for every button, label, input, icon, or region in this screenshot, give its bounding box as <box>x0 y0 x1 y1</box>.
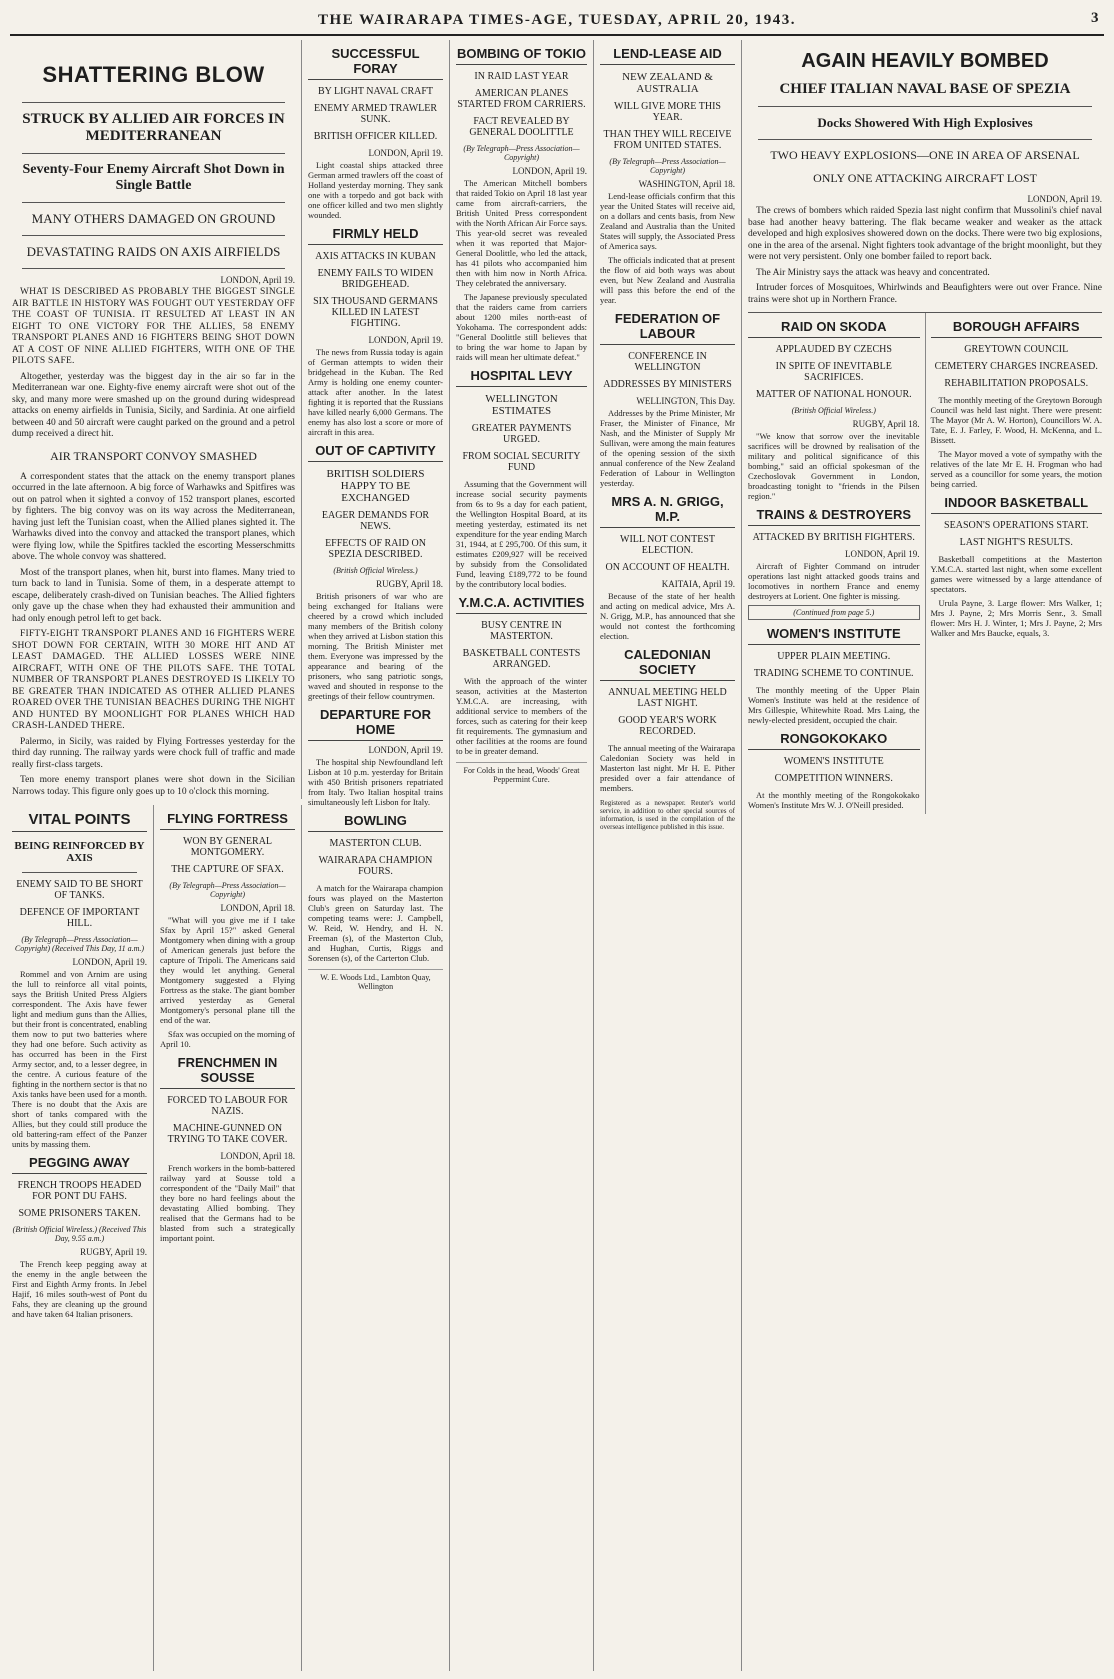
lead-paragraph: WHAT IS DESCRIBED AS PROBABLY THE BIGGEST SINGLE AIR BATTLE IN HISTORY WAS FOUGHT OUT YESTERDAY OFF THE COAST OF TUNISIA. IT RESULTED AT LEAST IN AN EIGHT TO ONE VICTORY FOR THE ALLIES, 58 ENEMY TRANSPORT PLANES AND 16 FIGHTERS BEING SHOT DOWN AT A COST OF NINE ALLIED FIGHTERS, WITH ONE OF THE PILOTS SAFE. <box>12 287 295 366</box>
article-paragraph: The French keep pegging away at the enemy in the angle between the First and Eighth Army fronts. In Jebel Hajif, 16 miles south-west of Pont du Fahs, they are cleaning up the ground and have taken 64 Italian prisoners. <box>12 1259 147 1319</box>
article-title: FEDERATION OF LABOUR <box>600 311 735 345</box>
article-title: FLYING FORTRESS <box>160 811 295 830</box>
article-subhead: MASTERTON CLUB. <box>329 838 422 849</box>
dateline: LONDON, April 19. <box>845 549 920 559</box>
article-paragraph: "We know that sorrow over the inevitable sacrifices will be drowned by realisation of the military and political significance of this bombing," said an official spokesman of the Czechoslovak Government in London, broadcasting tonight to "friends in the Pilsen region." <box>748 431 920 501</box>
article-subhead: EFFECTS OF RAID ON SPEZIA DESCRIBED. <box>325 538 426 560</box>
credit-line: (By Telegraph—Press Association—Copyright) <box>463 144 580 162</box>
article-subhead: ENEMY ARMED TRAWLER SUNK. <box>313 103 438 125</box>
article-paragraph: Rommel and von Arnim are using the lull to reinforce all vital points, says the British United Press Algiers correspondent. The Axis have fewer light and medium guns than the Allies, but their front is concentrated, enabling them now to put two batteries where they had one before. Such activity as has occurred has been in the First Army sector, and, to a lesser degree, in the centre. A curious feature of the fighting in the northern sector is that no Axis tanks have been used for a month. There is no doubt that the Axis are short of tanks compared with the Allies, but they could still produce the old battering-ram effect of the Panzer units by massing them. <box>12 969 147 1149</box>
article-subhead: LAST NIGHT'S RESULTS. <box>959 537 1073 548</box>
article-subhead: IN SPITE OF INEVITABLE SACRIFICES. <box>775 361 892 383</box>
article-subhead: ANNUAL MEETING HELD LAST NIGHT. <box>608 687 727 709</box>
article-title: BOMBING OF TOKIO <box>456 46 587 65</box>
dateline: LONDON, April 19. <box>220 275 295 285</box>
article-paragraph: FIFTY-EIGHT TRANSPORT PLANES AND 16 FIGHTERS WERE SHOT DOWN FOR CERTAIN, WITH 30 MORE HIT AND AT LEAST DAMAGED. THE ALLIED LOSSES WERE NINE AIRCRAFT, WITH ONE OF THE PILOTS SAFE. THE TOTAL NUMBER OF TRANSPORT PLANES DESTROYED IS LIKELY TO BE GREATER THAN INDICATED AS OTHER ALLIED PLANES ROARED OVER THE TUNISIAN BEACHES DURING THE NIGHT AND HUNTED BY MOONLIGHT FOR PLANES WHICH HAD CRASH-LANDED THERE. <box>12 629 295 731</box>
article-subhead: FRENCH TROOPS HEADED FOR PONT DU FAHS. <box>17 1180 142 1202</box>
article-subhead: MATTER OF NATIONAL HONOUR. <box>755 389 912 400</box>
article-subhead: BY LIGHT NAVAL CRAFT <box>317 86 434 97</box>
article-paragraph: With the approach of the winter season, activities at the Masterton Y.M.C.A. are increasing, with additional service to members of the forces, such as catering for their keep fit requirements. The gymnasium and other facilities at the rooms are found to be in greater demand. <box>456 676 587 756</box>
article-subhead: UPPER PLAIN MEETING. <box>777 651 891 662</box>
lead-subhead-3: MANY OTHERS DAMAGED ON GROUND <box>31 211 276 226</box>
dateline: RUGBY, April 18. <box>852 419 920 429</box>
article-paragraph: Palermo, in Sicily, was raided by Flying Fortresses yesterday for the third day running. The railway yards were chock full of traffic and made really first-class targets. <box>12 736 295 770</box>
article-subhead: FORCED TO LABOUR FOR NAZIS. <box>167 1095 288 1117</box>
article-paragraph: Lend-lease officials confirm that this year the United States will receive aid, on a dollars and cents basis, from New Zealand and Australia than the United States will supply, the Associated Press of America says. <box>600 191 735 251</box>
divider <box>758 106 1092 107</box>
flying-fortress-column <box>154 805 302 1671</box>
article-title: FIRMLY HELD <box>308 226 443 245</box>
article-subhead: SEASON'S OPERATIONS START. <box>944 520 1089 531</box>
article-subhead: FACT REVEALED BY GENERAL DOOLITTLE <box>469 116 574 138</box>
article-subhead: GOOD YEAR'S WORK RECORDED. <box>618 715 717 737</box>
article-subhead: THAN THEY WILL RECEIVE FROM UNITED STATES. <box>603 129 732 151</box>
article-subhead: BEING REINFORCED BY AXIS <box>14 840 145 864</box>
article-paragraph: The officials indicated that at present the flow of aid both ways was about even, but New Zealand and Australia will pass this before the end of the year. <box>600 255 735 305</box>
article-subhead: GREATER PAYMENTS URGED. <box>471 423 572 445</box>
article-title: BOROUGH AFFAIRS <box>931 319 1103 338</box>
article-paragraph: A match for the Wairarapa champion fours was played on the Masterton Club's green on Saturday last. The competing teams were: J. Campbell, W. Reid, W. Hendry, and H. N. Freeman (s), of the Masterton Club, and Hughan, Curtis, Riggs and Sorensen (s), of the Carterton Club. <box>308 883 443 963</box>
vital-points-column <box>6 805 154 1671</box>
article-title: BOWLING <box>308 813 443 832</box>
article-paragraph: The Mayor moved a vote of sympathy with the relatives of the late Mr E. H. Frogman who had served as a councillor for some years, the motion being carried. <box>930 449 1102 489</box>
column-5 <box>742 40 1108 1671</box>
article-title: WOMEN'S INSTITUTE <box>748 626 920 645</box>
article-paragraph: Most of the transport planes, when hit, burst into flames. Many tried to turn back to land in Tunisia. Some of them, in a desperate attempt to escape, deliberately crash-dived on Tunisian beaches. The Allied fighters only gave up the chase when they had exhausted their ammunition and had only enough petrol left to get back. <box>12 567 295 624</box>
column-4 <box>594 40 742 1671</box>
article-subhead: BUSY CENTRE IN MASTERTON. <box>481 620 562 642</box>
article-title: DEPARTURE FOR HOME <box>308 707 443 741</box>
credit-line: (British Official Wireless.) <box>333 566 418 575</box>
article-subhead: ATTACKED BY BRITISH FIGHTERS. <box>752 532 915 543</box>
publisher-note: Registered as a newspaper. Reuter's world service, in addition to other special sources of information, is used in the compilation of the overseas intelligence published in this issue. <box>600 799 735 831</box>
article-title: SUCCESSFUL FORAY <box>308 46 443 80</box>
credit-line: (British Official Wireless.) (Received This Day, 9.55 a.m.) <box>12 1225 147 1243</box>
article-subhead: ENEMY SAID TO BE SHORT OF TANKS. <box>16 879 143 901</box>
lead-headline: SHATTERING BLOW <box>42 62 265 87</box>
article-title: INDOOR BASKETBALL <box>931 495 1103 514</box>
article-title: MRS A. N. GRIGG, M.P. <box>600 494 735 528</box>
dateline: LONDON, April 19. <box>72 957 147 967</box>
article-paragraph: The crews of bombers which raided Spezia last night confirm that Mussolini's chief naval base had another heavy battering. The flak became weaker and weaker as the attack developed and high explosives showered down on the docks. There were two big explosions, one in the area of the arsenal. Night fighters took advantage of the bright moonlight, but they were not very persistent. Only one bomber failed to report back. <box>748 206 1102 262</box>
section-subhead: AIR TRANSPORT CONVOY SMASHED <box>50 448 257 463</box>
article-subhead: BRITISH SOLDIERS HAPPY TO BE EXCHANGED <box>326 468 425 504</box>
masthead-title: THE WAIRARAPA TIMES-AGE, TUESDAY, APRIL 20, 1943. <box>317 11 797 28</box>
article-paragraph: The annual meeting of the Wairarapa Caledonian Society was held in Masterton last night. Mr H. E. Pither presided over a fair attendance of members. <box>600 743 735 793</box>
article-subhead: ADDRESSES BY MINISTERS <box>603 379 732 390</box>
continued-note: (Continued from page 5.) <box>748 605 920 620</box>
divider <box>22 102 285 103</box>
article-title: TRAINS & DESTROYERS <box>748 507 920 526</box>
article-title: CALEDONIAN SOCIETY <box>600 647 735 681</box>
spezia-subhead-3: TWO HEAVY EXPLOSIONS—ONE IN AREA OF ARSENAL <box>770 148 1080 162</box>
article-title: OUT OF CAPTIVITY <box>308 443 443 462</box>
article-paragraph: Basketball competitions at the Masterton Y.M.C.A. started last night, when some excellent games were witnessed by a large attendance of spectators. <box>930 554 1102 594</box>
article-subhead: NEW ZEALAND & AUSTRALIA <box>622 71 713 95</box>
lead-subhead-4: DEVASTATING RAIDS ON AXIS AIRFIELDS <box>26 244 281 259</box>
article-subhead: WILL NOT CONTEST ELECTION. <box>620 534 715 556</box>
article-title: VITAL POINTS <box>12 811 147 832</box>
divider <box>22 235 285 236</box>
article-paragraph: The news from Russia today is again of German attempts to widen their bridgehead in the Kuban. The Red Army is holding one enemy counter-attack after another. In the latest fighting it is reported that the Russians have killed nearly 6,000 Germans. The enemy has also lost a score or more of aircraft in this area. <box>308 347 443 437</box>
advertisement: W. E. Woods Ltd., Lambton Quay, Wellington <box>308 969 443 991</box>
article-paragraph: Light coastal ships attacked three German armed trawlers off the coast of Holland yesterday morning. They sank one with a torpedo and got back with one officer killed and two men slightly wounded. <box>308 160 443 220</box>
article-subhead: WELLINGTON ESTIMATES <box>485 393 558 417</box>
article-paragraph: Sfax was occupied on the morning of April 10. <box>160 1029 295 1049</box>
dateline: WELLINGTON, This Day. <box>636 396 735 406</box>
article-subhead: SIX THOUSAND GERMANS KILLED IN LATEST FIGHTING. <box>313 296 438 329</box>
column-5-lower <box>748 312 1102 814</box>
article-paragraph: The Japanese previously speculated that the raiders came from carriers about 1200 miles north-east of Yokohama. The correspondent adds: "General Doolittle still believes that to bring the war home to Japan by raids will mean her ultimate defeat." <box>456 292 587 362</box>
spezia-subhead-2: Docks Showered With High Explosives <box>817 115 1033 130</box>
article-subhead: FROM SOCIAL SECURITY FUND <box>462 451 581 473</box>
article-subhead: AMERICAN PLANES STARTED FROM CARRIERS. <box>457 88 586 110</box>
article-paragraph: The Air Ministry says the attack was heavy and concentrated. <box>756 267 990 278</box>
article-subhead: AXIS ATTACKS IN KUBAN <box>315 251 436 262</box>
dateline: WASHINGTON, April 18. <box>638 179 735 189</box>
lead-story-column <box>6 40 302 799</box>
article-subhead: WOMEN'S INSTITUTE <box>783 756 884 767</box>
article-paragraph: Ten more enemy transport planes were shot down in the Sicilian Narrows today. This figure only goes up to 10 o'clock this morning. <box>12 775 295 797</box>
credit-line: (By Telegraph—Press Association—Copyright) <box>169 881 286 899</box>
dateline: LONDON, April 19. <box>1027 194 1102 204</box>
article-paragraph: Because of the state of her health and acting on medical advice, Mrs A. N. Grigg, M.P., has announced that she would not contest the forthcoming election. <box>600 591 735 641</box>
article-subhead: ENEMY FAILS TO WIDEN BRIDGEHEAD. <box>317 268 434 290</box>
article-subhead: EAGER DEMANDS FOR NEWS. <box>321 510 430 532</box>
article-subhead: MACHINE-GUNNED ON TRYING TO TAKE COVER. <box>167 1123 288 1145</box>
article-paragraph: Aircraft of Fighter Command on intruder operations last night attacked goods trains and locomotives in northern France and enemy destroyers at Lorient. One fighter is missing. <box>748 561 920 601</box>
credit-line: (British Official Wireless.) <box>791 406 876 415</box>
article-paragraph: Intruder forces of Mosquitoes, Whirlwinds and Beaufighters were out over France. Nine trains were shot up in Northern France. <box>748 283 1102 305</box>
dateline: LONDON, April 19. <box>368 335 443 345</box>
article-paragraph: The American Mitchell bombers that raided Tokio on April 18 last year came from aircraft-carriers, the British United Press correspondent with the North African Air Force says. This year-old secret was revealed when it was reported that Major-General Doolittle, who led the attack, has 41 pilots who accompanied him then with him now in North Africa. They celebrated the anniversary. <box>456 178 587 288</box>
article-title: RAID ON SKODA <box>748 319 920 338</box>
dateline: LONDON, April 18. <box>220 1151 295 1161</box>
masthead <box>10 6 1104 36</box>
column-3 <box>450 40 594 1671</box>
spezia-subhead: CHIEF ITALIAN NAVAL BASE OF SPEZIA <box>779 81 1071 97</box>
article-subhead: WILL GIVE MORE THIS YEAR. <box>614 101 721 123</box>
divider <box>22 268 285 269</box>
page-number: 3 <box>1091 10 1100 26</box>
article-subhead: BASKETBALL CONTESTS ARRANGED. <box>462 648 581 670</box>
article-subhead: IN RAID LAST YEAR <box>474 71 569 82</box>
column-2 <box>302 40 450 1671</box>
article-subhead: GREYTOWN COUNCIL <box>964 344 1069 355</box>
article-title: FRENCHMEN IN SOUSSE <box>160 1055 295 1089</box>
article-paragraph: Assuming that the Government will increase social security payments from 6s to 9s a day for each patient, the Wellington Hospital Board, at its meeting yesterday, estimated its net expenditure for the year ending March 31, 1944, at £ 295,700. Of this sum, it estimates £209,927 will be received by subsidy from the Consolidated Fund, leaving £189,772 to be found by the contributory local bodies. <box>456 479 587 589</box>
article-paragraph: French workers in the bomb-battered railway yard at Sousse told a correspondent of the "Daily Mail" that they bore no hard feelings about the devastating Allied bombing. They realised that the Germans had to be blasted from such a strategically important point. <box>160 1163 295 1243</box>
divider <box>22 153 285 154</box>
article-subhead: THE CAPTURE OF SFAX. <box>171 864 284 875</box>
article-title: PEGGING AWAY <box>12 1155 147 1174</box>
advertisement: For Colds in the head, Woods' Great Peppermint Cure. <box>456 762 587 784</box>
article-paragraph: A correspondent states that the attack on the enemy transport planes occurred in the late afternoon. A big force of Warhawks and Spitfires was out on patrol when it sighted a convoy of 152 transport planes, escorted by fighters. The big convoy was on its way across the Mediterranean, having just left the Tunisian coast, when the Allied planes sighted it. The Warhawks dived into the convoy and attacked the transport planes, which were flying low, while the Spitfires tackled the escorting Messerschmitts above. The whole convoy was shattered. <box>12 471 295 562</box>
divider <box>22 202 285 203</box>
column-5a <box>748 313 926 814</box>
dateline: KAITAIA, April 19. <box>661 579 735 589</box>
article-title: LEND-LEASE AID <box>600 46 735 65</box>
dateline: RUGBY, April 18. <box>376 579 443 589</box>
credit-line: (By Telegraph—Press Association—Copyright) (Received This Day, 11 a.m.) <box>14 935 145 953</box>
article-title: Y.M.C.A. ACTIVITIES <box>456 595 587 614</box>
article-paragraph: At the monthly meeting of the Rongokokako Women's Institute Mrs W. J. O'Neill presided. <box>748 790 920 810</box>
article-paragraph: The hospital ship Newfoundland left Lisbon at 10 p.m. yesterday for Britain with 450 British prisoners repatriated from Italy. Two Italian hospital trains simultaneously left Lisbon for Italy. <box>308 757 443 807</box>
dateline: LONDON, April 19. <box>368 148 443 158</box>
article-subhead: CONFERENCE IN WELLINGTON <box>628 351 707 373</box>
article-paragraph: British prisoners of war who are being exchanged for Italians were cheered by a crowd which included many members of the British colony when they arrived at Lisbon station this morning. The British Minister met them. Everyone was impressed by the appearance and bearing of the prisoners, who sang patriotic songs, waved and shouted in response to the greetings of their fellow countrymen. <box>308 591 443 701</box>
article-subhead: ON ACCOUNT OF HEALTH. <box>605 562 730 573</box>
article-subhead: APPLAUDED BY CZECHS <box>775 344 892 355</box>
article-paragraph: The monthly meeting of the Upper Plain Women's Institute was held at the residence of Mrs Gillespie, Whitewhite Road. Mrs Laing, the newly-elected president, occupied the chair. <box>748 685 920 725</box>
article-paragraph: Urula Payne, 3. Large flower: Mrs Walker, 1; Mrs J. Payne, 2; Mrs Morris Senr., 3. Small flower: Mrs H. J. Winter, 1; Mrs J. Payne, 2; Mrs Walker and Mrs Baucke, equals, 3. <box>930 598 1102 638</box>
article-paragraph: Altogether, yesterday was the biggest day in the air so far in the Mediterranean war one. Eighty-five enemy aircraft were shot out of the sky, and many more were smashed up on the ground during widespread attacks on enemy airfields in Tunisia, Sicily, and Sardinia. At one airfield between 40 and 50 aircraft were caught parked on the ground and a petrol dump received a direct hit. <box>12 371 295 439</box>
article-subhead: TRADING SCHEME TO CONTINUE. <box>753 668 914 679</box>
spezia-subhead-4: ONLY ONE ATTACKING AIRCRAFT LOST <box>813 171 1037 185</box>
article-paragraph: "What will you give me if I take Sfax by April 15?" asked General Montgomery when dining with a group of American generals just before the capture of Tripoli. The Americans said they would let anything. General Montgomery suggested a Flying Fortress as the stake. The giant bomber arrived yesterday as General Montgomery's personal plane till the end of the war. <box>160 915 295 1025</box>
article-title: HOSPITAL LEVY <box>456 368 587 387</box>
divider <box>758 139 1092 140</box>
article-subhead: SOME PRISONERS TAKEN. <box>18 1208 141 1219</box>
dateline: LONDON, April 19. <box>368 745 443 755</box>
dateline: LONDON, April 18. <box>220 903 295 913</box>
article-subhead: WAIRARAPA CHAMPION FOURS. <box>318 855 433 877</box>
lead-subhead-2: Seventy-Four Enemy Aircraft Shot Down in Single Battle <box>22 162 285 193</box>
spezia-headline: AGAIN HEAVILY BOMBED <box>801 50 1049 72</box>
article-subhead: BRITISH OFFICER KILLED. <box>313 131 438 142</box>
article-title: RONGOKOKAKO <box>748 731 920 750</box>
article-paragraph: Addresses by the Prime Minister, Mr Fraser, the Minister of Finance, Mr Nash, and the Minister of Supply Mr Sullivan, were among the main features of the opening session of the sixth annual conference of the New Zealand Federation of Labour in Wellington yesterday. <box>600 408 736 488</box>
dateline: LONDON, April 19. <box>512 166 587 176</box>
dateline: RUGBY, April 19. <box>80 1247 147 1257</box>
article-subhead: COMPETITION WINNERS. <box>774 773 893 784</box>
article-subhead: DEFENCE OF IMPORTANT HILL. <box>19 907 140 929</box>
article-subhead: CEMETERY CHARGES INCREASED. <box>934 361 1098 372</box>
article-subhead: WON BY GENERAL MONTGOMERY. <box>182 836 273 858</box>
column-5b <box>926 313 1103 814</box>
lead-subhead: STRUCK BY ALLIED AIR FORCES IN MEDITERRANEAN <box>22 111 285 144</box>
credit-line: (By Telegraph—Press Association—Copyright) <box>609 157 726 175</box>
article-paragraph: The monthly meeting of the Greytown Borough Council was held last night. There were present: The Mayor (Mr A. W. Horton), Councillors W. A. Tate, E. J. Farley, F. Wood, H. McKenna, and L. Bissett. <box>930 395 1102 445</box>
divider <box>22 872 137 873</box>
article-subhead: REHABILITATION PROPOSALS. <box>944 378 1089 389</box>
